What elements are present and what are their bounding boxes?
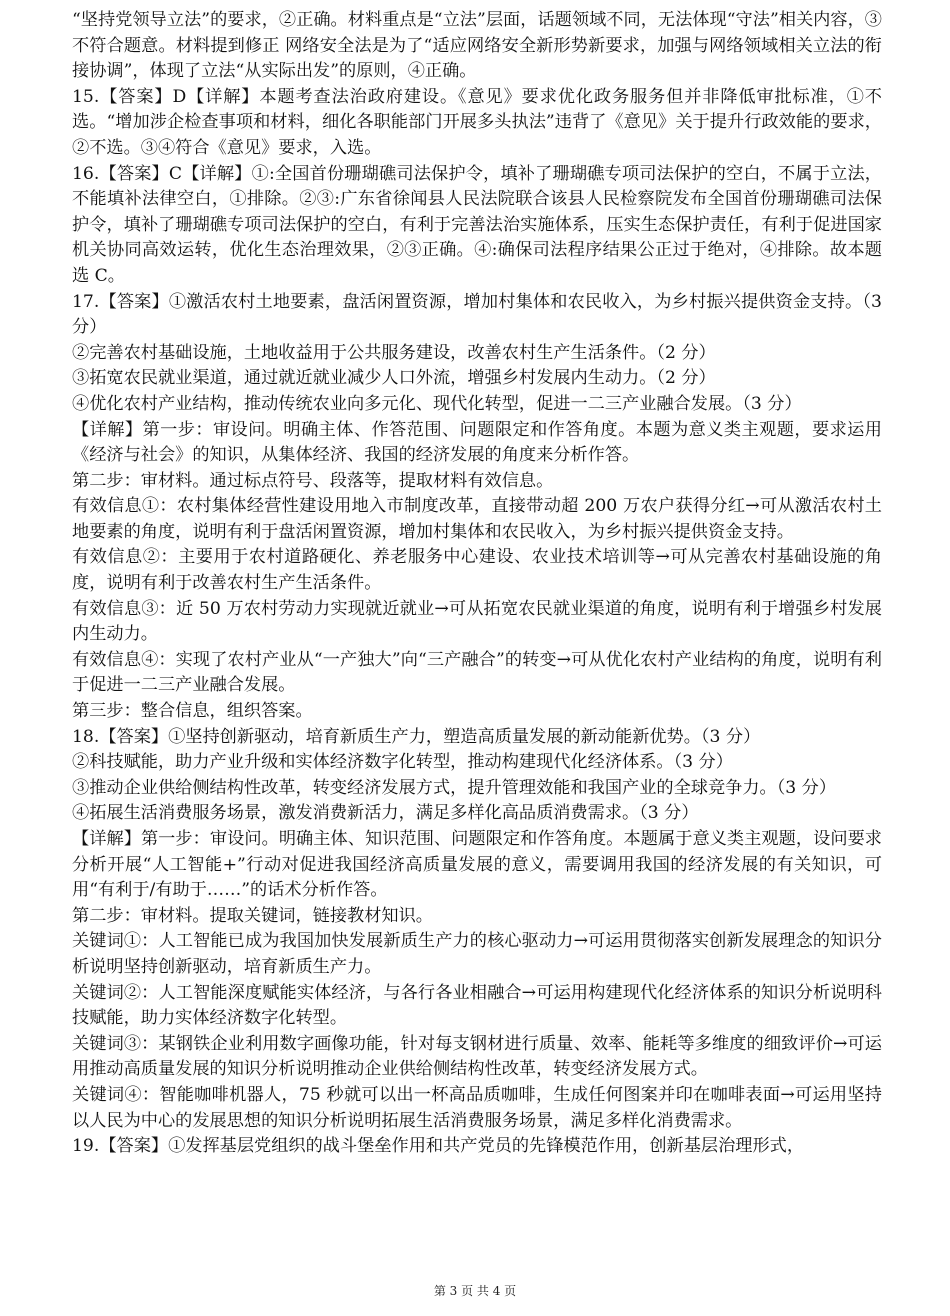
answer-17-info-4: 有效信息④：实现了农村产业从“一产独大”向“三产融合”的转变→可从优化农村产业结构的角度，说明有利于促进一二三产业融合发展。 bbox=[72, 649, 882, 696]
text-paragraph: “坚持党领导立法”的要求，②正确。材料重点是“立法”层面，话题领域不同，无法体现“守法”相关内容，③不符合题意。材料提到修正 网络安全法是为了“适应网络安全新形势新要求，加强与网络领域相关立法的衔接协调”，体现了立法“从实际出发”的原则，④正确。 bbox=[72, 10, 882, 82]
answer-18-point-2: ②科技赋能，助力产业升级和实体经济数字化转型，推动构建现代化经济体系。（3 分） bbox=[72, 752, 733, 773]
answer-18-detail: 【详解】第一步：审设问。明确主体、知识范围、问题限定和作答角度。本题属于意义类主观题，设问要求分析开展“人工智能+”行动对促进我国经济高质量发展的意义，需要调用我国的经济发展的有关知识，可用“有利于/有助于……”的话术分析作答。 bbox=[72, 829, 882, 901]
answer-17: 17.【答案】①激活农村土地要素，盘活闲置资源，增加村集体和农民收入，为乡村振兴提供资金支持。（3 分） bbox=[72, 291, 882, 338]
answer-17-info-1: 有效信息①：农村集体经营性建设用地入市制度改革，直接带动超 200 万农户获得分红→可从激活农村土地要素的角度，说明有利于盘活闲置资源，增加村集体和农民收入，为乡村振兴提供资金支持。 bbox=[72, 496, 882, 542]
answer-18-keyword-1: 关键词①：人工智能已成为我国加快发展新质生产力的核心驱动力→可运用贯彻落实创新发展理念的知识分析说明坚持创新驱动，培育新质生产力。 bbox=[72, 931, 882, 977]
answer-17-step-2: 第二步：审材料。通过标点符号、段落等，提取材料有效信息。 bbox=[72, 470, 554, 491]
answer-18: 18.【答案】①坚持创新驱动，培育新质生产力，塑造高质量发展的新动能新优势。（3 分） bbox=[72, 726, 761, 747]
page-footer: 第 3 页 共 4 页 bbox=[433, 1284, 517, 1298]
answer-17-info-2: 有效信息②：主要用于农村道路硬化、养老服务中心建设、农业技术培训等→可从完善农村基础设施的角度，说明有利于改善农村生产生活条件。 bbox=[72, 547, 882, 594]
answer-15: 15.【答案】D【详解】本题考查法治政府建设。《意见》要求优化政务服务但并非降低审批标准，①不选。“增加涉企检查事项和材料，细化各职能部门开展多头执法”违背了《意见》关于提升行政效能的要求，②不选。③④符合《意见》要求，入选。 bbox=[72, 86, 882, 158]
answer-18-point-4: ④拓展生活消费服务场景，激发消费新活力，满足多样化高品质消费需求。（3 分） bbox=[72, 803, 699, 824]
answer-17-detail: 【详解】第一步：审设问。明确主体、作答范围、问题限定和作答角度。本题为意义类主观题，要求运用《经济与社会》的知识，从集体经济、我国的经济发展的角度来分析作答。 bbox=[72, 419, 882, 466]
answer-18-point-3: ③推动企业供给侧结构性改革，转变经济发展方式，提升管理效能和我国产业的全球竞争力。（3 分） bbox=[72, 777, 837, 798]
answer-17-step-3: 第三步：整合信息，组织答案。 bbox=[72, 701, 313, 722]
answer-19: 19.【答案】①发挥基层党组织的战斗堡垒作用和共产党员的先锋模范作用，创新基层治理形式， bbox=[72, 1136, 805, 1157]
answer-16: 16.【答案】C【详解】①:全国首份珊瑚礁司法保护令，填补了珊瑚礁专项司法保护的空白，不属于立法，不能填补法律空白，①排除。②③:广东省徐闻县人民法院联合该县人民检察院发布全国首份珊瑚礁司法保护令，填补了珊瑚礁专项司法保护的空白，有利于完善法治实施体系，压实生态保护责任，有利于促进国家机关协同高效运转，优化生态治理效果，②③正确。④:确保司法程序结果公正过于绝对，④排除。故本题选 C。 bbox=[72, 163, 882, 286]
answer-18-keyword-3: 关键词③：某钢铁企业利用数字画像功能，针对每支钢材进行质量、效率、能耗等多维度的细致评价→可运用推动高质量发展的知识分析说明推动企业供给侧结构性改革，转变经济发展方式。 bbox=[72, 1033, 882, 1080]
answer-text-body bbox=[72, 8, 882, 1160]
answer-17-point-4: ④优化农村产业结构，推动传统农业向多元化、现代化转型，促进一二三产业融合发展。（3 分） bbox=[72, 393, 802, 414]
answer-18-keyword-2: 关键词②：人工智能深度赋能实体经济，与各行各业相融合→可运用构建现代化经济体系的知识分析说明科技赋能，助力实体经济数字化转型。 bbox=[72, 982, 882, 1029]
answer-17-info-3: 有效信息③：近 50 万农村劳动力实现就近就业→可从拓宽农民就业渠道的角度，说明有利于增强乡村发展内生动力。 bbox=[72, 598, 882, 645]
answer-17-point-3: ③拓宽农民就业渠道，通过就近就业减少人口外流，增强乡村发展内生动力。（2 分） bbox=[72, 368, 716, 389]
answer-18-step-2: 第二步：审材料。提取关键词，链接教材知识。 bbox=[72, 905, 433, 926]
answer-18-keyword-4: 关键词④：智能咖啡机器人，75 秒就可以出一杯高品质咖啡，生成任何图案并印在咖啡表面→可运用坚持以人民为中心的发展思想的知识分析说明拓展生活消费服务场景，满足多样化消费需求。 bbox=[72, 1084, 882, 1131]
answer-17-point-2: ②完善农村基础设施，土地收益用于公共服务建设，改善农村生产生活条件。（2 分） bbox=[72, 342, 716, 363]
